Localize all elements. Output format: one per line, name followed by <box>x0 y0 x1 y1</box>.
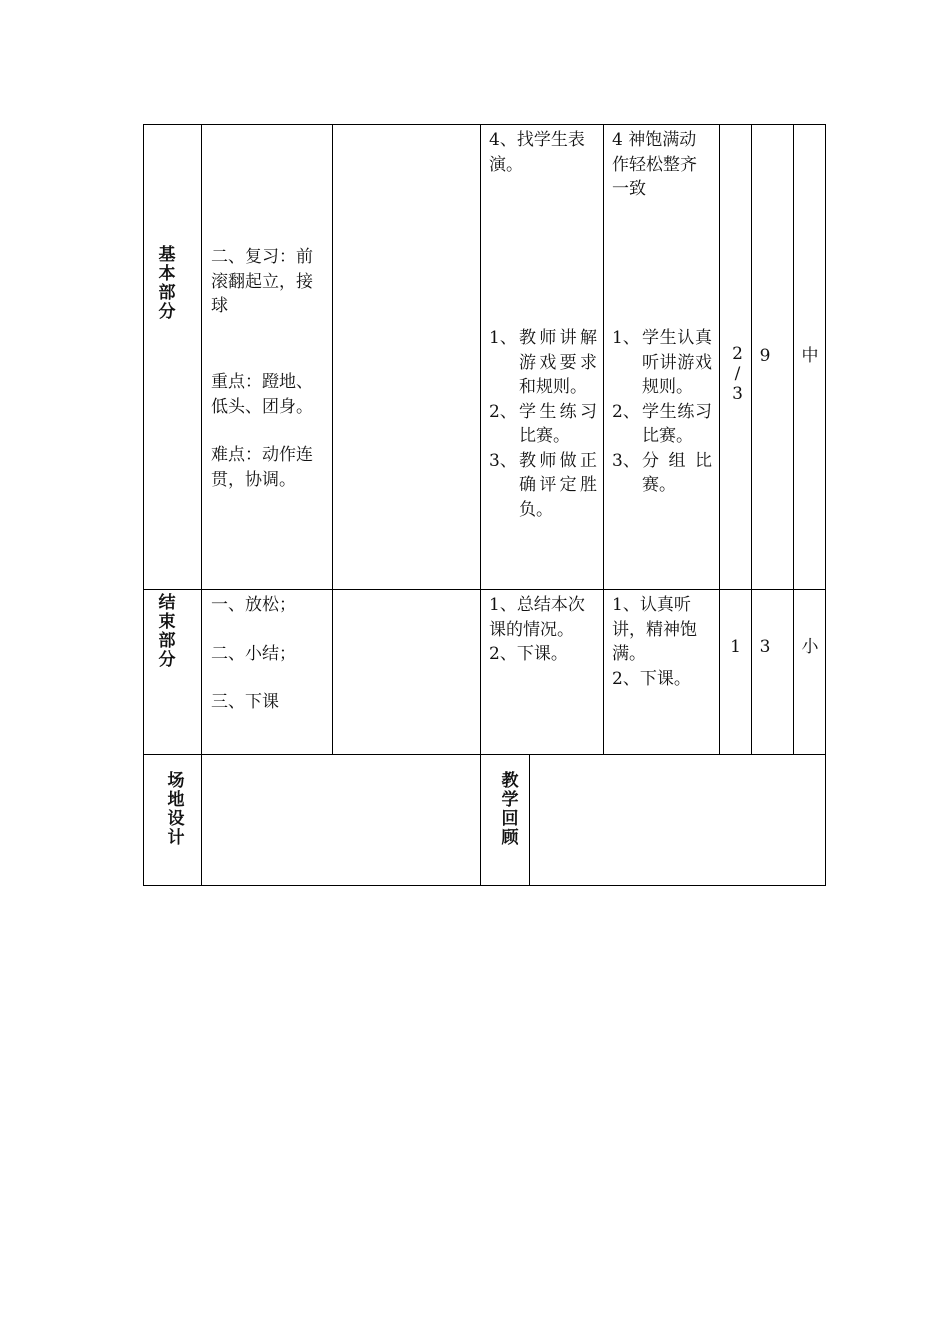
key-point-line-2: 低头、团身。 <box>211 396 313 417</box>
end-intensity: 小 <box>801 637 819 657</box>
end-student-line-3: 满。 <box>612 644 646 664</box>
basic-teacher-list <box>489 326 597 522</box>
end-student-line-2: 讲，精神饱 <box>612 619 697 640</box>
teacher-item-3 <box>489 449 597 523</box>
item-number: 2、 <box>489 401 517 422</box>
end-content-line-2: 二、小结； <box>211 643 296 664</box>
rule-col5 <box>719 124 720 755</box>
basic-content-line-2: 滚翻起立，接 <box>211 271 313 292</box>
end-content-line-1: 一、放松； <box>211 595 296 615</box>
basic-section-label: 基本部分 <box>154 245 175 321</box>
rule-col6 <box>751 124 752 755</box>
end-student <box>612 593 716 691</box>
basic-student-list <box>612 326 712 498</box>
item-text: 分组比赛。 <box>642 450 712 495</box>
key-point-line-1: 重点：蹬地、 <box>211 372 313 392</box>
rule-basic-end <box>143 589 826 590</box>
basic-content-line-1: 二、复习：前 <box>211 247 313 267</box>
difficulty-line-2: 贯，协调。 <box>211 469 296 490</box>
basic-minutes: 9 <box>759 346 771 366</box>
end-teacher-line-2: 课的情况。 <box>489 619 574 640</box>
basic-teacher-top <box>489 128 599 177</box>
item-text: 学生练习比赛。 <box>519 401 597 446</box>
rule-left <box>143 124 144 886</box>
end-section-label: 结束部分 <box>154 593 175 669</box>
rule-col4 <box>603 124 604 755</box>
rule-review-divider <box>529 754 530 886</box>
item-text: 学生练习比赛。 <box>642 401 712 446</box>
rule-bottom <box>143 885 826 886</box>
basic-student-top <box>612 128 716 202</box>
rule-col1 <box>201 124 202 886</box>
student-top-line-1: 4 神饱满动 <box>612 130 697 150</box>
teacher-top-line-1: 4、找学生表 <box>489 130 585 150</box>
rule-col2 <box>332 124 333 755</box>
student-item-2 <box>612 400 712 449</box>
item-number: 2、 <box>612 401 640 422</box>
item-text: 学生认真听讲游戏规则。 <box>642 328 712 397</box>
venue-design-label: 场地设计 <box>163 771 184 847</box>
item-number: 1、 <box>612 328 640 348</box>
teacher-top-line-2: 演。 <box>489 154 523 175</box>
end-teacher-line-1: 1、总结本次 <box>489 595 585 615</box>
rule-end-bottom <box>143 754 826 755</box>
basic-content <box>211 245 329 319</box>
end-teacher-line-3: 2、下课。 <box>489 644 568 664</box>
item-text: 教师做正确评定胜负。 <box>519 450 597 520</box>
end-student-line-4: 2、下课。 <box>612 668 691 689</box>
difficulty-line-1: 难点：动作连 <box>211 445 313 465</box>
rule-col3 <box>480 124 481 886</box>
rule-right <box>825 124 826 886</box>
end-student-line-1: 1、认真听 <box>612 595 691 615</box>
item-text: 教师讲解游戏要求和规则。 <box>519 328 597 397</box>
basic-times: 2/3 <box>727 344 748 404</box>
basic-difficulty <box>211 443 329 492</box>
end-times: 1 <box>730 637 741 657</box>
basic-key-point <box>211 370 329 419</box>
end-content <box>211 593 329 715</box>
rule-top <box>143 124 826 125</box>
item-number: 3、 <box>489 450 517 471</box>
teacher-item-2 <box>489 400 597 449</box>
item-number: 3、 <box>612 450 640 471</box>
student-item-1 <box>612 326 712 400</box>
end-content-line-3: 三、下课 <box>211 692 279 712</box>
student-item-3 <box>612 449 712 498</box>
teaching-review-label: 教学回顾 <box>497 771 518 847</box>
basic-intensity: 中 <box>801 346 819 366</box>
item-number: 1、 <box>489 328 517 348</box>
student-top-line-3: 一致 <box>612 179 646 199</box>
rule-col7 <box>793 124 794 755</box>
basic-content-line-3: 球 <box>211 296 228 316</box>
student-top-line-2: 作轻松整齐 <box>612 154 697 175</box>
end-minutes: 3 <box>759 637 771 657</box>
end-teacher <box>489 593 599 667</box>
teacher-item-1 <box>489 326 597 400</box>
